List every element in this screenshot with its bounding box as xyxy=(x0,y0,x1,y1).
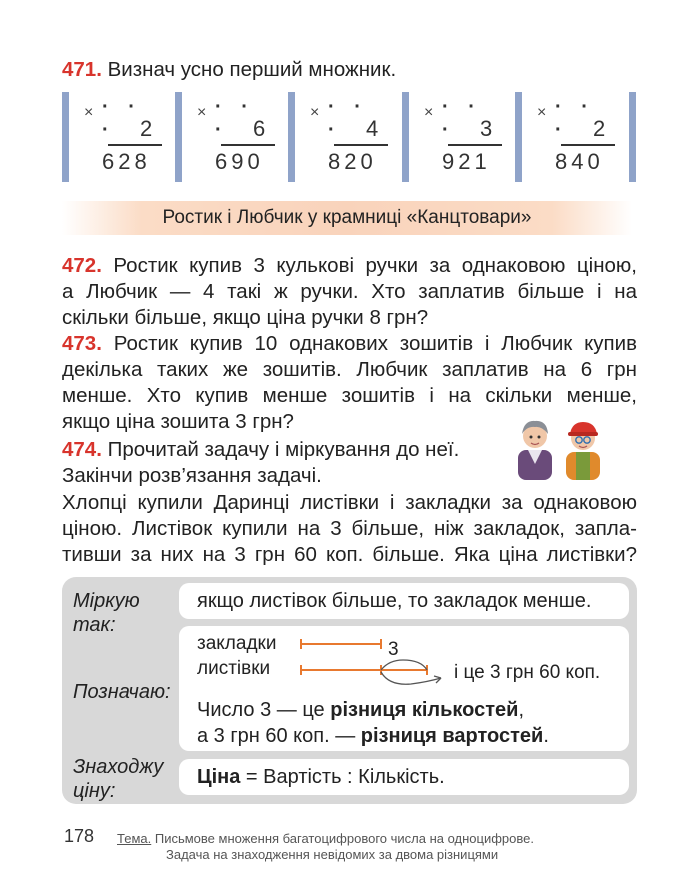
task-line: менше. Хто купив менше зошитів і на скільки менше, xyxy=(62,384,637,407)
formula-card xyxy=(179,759,629,795)
statement-2 xyxy=(197,723,549,749)
multiplier: 6 xyxy=(253,116,266,141)
product: 921 xyxy=(442,149,491,174)
segment-tick xyxy=(380,639,382,649)
product: 840 xyxy=(555,149,604,174)
divider-bar xyxy=(515,92,522,182)
unknown-digits: · · · xyxy=(102,96,142,141)
task-line: Прочитай задачу і міркування до неї. xyxy=(107,438,460,461)
product: 820 xyxy=(328,149,377,174)
label-find-line1: Знаходжу xyxy=(73,756,164,778)
task-line: скільки більше, якщо ціна ручки 8 грн? xyxy=(62,306,429,329)
problem-line: Хлопці купили Даринці листівки і закладки за однаковою xyxy=(62,491,637,514)
diagram-label-bookmarks: закладки xyxy=(197,633,277,654)
footer-topic-line2: Задача на знаходження невідомих за двома різницями xyxy=(166,847,499,862)
topic-label: Тема. xyxy=(117,831,152,846)
difference-arrow-icon xyxy=(375,656,455,692)
multiplication-problem-3 xyxy=(288,92,392,182)
multiplication-problem-1 xyxy=(62,92,166,182)
divider-bar xyxy=(402,92,409,182)
footer-topic-line1 xyxy=(117,831,534,847)
task-number: 473. xyxy=(62,332,102,355)
unknown-digits: · · · xyxy=(555,96,595,141)
task-number: 472. xyxy=(62,254,102,277)
task-line: Закінчи розв’язання задачі. xyxy=(62,464,322,487)
task-number: 474. xyxy=(62,438,102,461)
diagram-difference: 3 xyxy=(388,639,399,660)
divider-bar xyxy=(175,92,182,182)
formula-bold: Ціна xyxy=(197,766,241,788)
label-find xyxy=(73,755,163,803)
times-sign: × xyxy=(310,104,320,121)
section-banner: Ростик і Любчик у крамниці «Канцтовари» xyxy=(62,201,632,235)
unknown-digits: · · · xyxy=(215,96,255,141)
bookmarks-segment xyxy=(301,643,381,645)
times-sign: × xyxy=(84,104,94,121)
divider-bar-end xyxy=(629,92,636,182)
formula xyxy=(197,764,445,790)
topic-text: Письмове множення багатоцифрового числа на одноцифрове. xyxy=(154,831,534,846)
label-think xyxy=(73,589,140,637)
task-line: а Любчик — 4 такі ж ручки. Хто заплатив більше і на xyxy=(62,280,637,303)
task-line: Ростик купив 3 кулькові ручки за однаковою ціною, xyxy=(113,254,637,277)
statement-text: Число 3 — це xyxy=(197,699,331,721)
multiplier: 4 xyxy=(366,116,379,141)
formula-text: = Вартість : Кількість. xyxy=(240,766,445,788)
task-line: якщо ціна зошита 3 грн? xyxy=(62,410,294,433)
statement-1 xyxy=(197,697,524,723)
product: 690 xyxy=(215,149,264,174)
think-card xyxy=(179,583,629,619)
result-line xyxy=(561,144,615,146)
multiplier: 2 xyxy=(140,116,153,141)
statement-text: а 3 грн 60 коп. — xyxy=(197,725,361,747)
result-line xyxy=(448,144,502,146)
two-boys-illustration xyxy=(512,414,608,480)
diagram-label-postcards: листівки xyxy=(197,658,271,679)
diagram-note: і це 3 грн 60 коп. xyxy=(454,662,601,683)
result-line xyxy=(334,144,388,146)
divider-bar xyxy=(288,92,295,182)
times-sign: × xyxy=(537,104,547,121)
times-sign: × xyxy=(197,104,207,121)
task-474-problem xyxy=(62,490,637,568)
page-number: 178 xyxy=(64,826,95,846)
statement-bold: різниця кількостей xyxy=(330,699,519,721)
label-find-line2: ціну: xyxy=(73,780,116,802)
unknown-digits: · · · xyxy=(328,96,368,141)
problem-line: тивши за них на 3 грн 60 коп. більше. Яка ціна листівки? xyxy=(62,543,637,566)
statement-text: , xyxy=(518,699,525,721)
statement-bold: різниця вартостей xyxy=(360,725,544,747)
task-text: Визнач усно перший множник. xyxy=(107,58,397,81)
task-472 xyxy=(62,253,637,331)
result-line xyxy=(108,144,162,146)
task-line: декілька таких же зошитів. Любчик заплатив на 6 грн xyxy=(62,358,637,381)
denote-card xyxy=(179,626,629,751)
label-denote: Позначаю: xyxy=(73,681,171,703)
divider-bar xyxy=(62,92,69,182)
times-sign: × xyxy=(424,104,434,121)
multiplication-problem-4 xyxy=(402,92,506,182)
multiplication-problem-5 xyxy=(515,92,619,182)
statement-text: . xyxy=(543,725,549,747)
task-474 xyxy=(62,437,502,489)
task-471 xyxy=(62,57,396,83)
multiplier: 2 xyxy=(593,116,606,141)
multiplication-problem-2 xyxy=(175,92,279,182)
think-text: якщо листівок більше, то закладок менше. xyxy=(197,590,592,612)
task-number: 471. xyxy=(62,58,102,81)
multiplier: 3 xyxy=(480,116,493,141)
result-line xyxy=(221,144,275,146)
label-think-line2: так: xyxy=(73,614,116,636)
unknown-digits: · · · xyxy=(442,96,482,141)
task-line: Ростик купив 10 однакових зошитів і Любчик купив xyxy=(113,332,637,355)
label-think-line1: Міркую xyxy=(73,590,140,612)
product: 628 xyxy=(102,149,151,174)
problem-line: ціною. Листівок купили на 3 більше, ніж закладок, запла- xyxy=(62,517,637,540)
